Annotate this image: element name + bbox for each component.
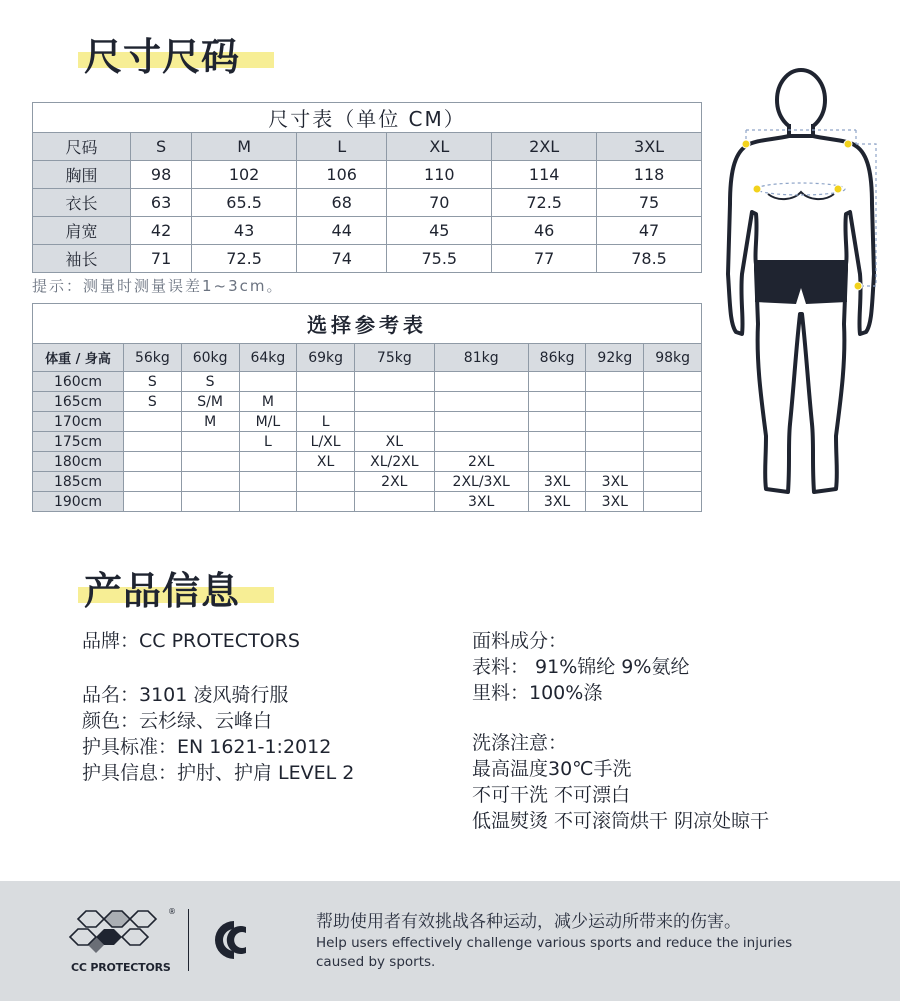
- table-cell: 47: [597, 217, 702, 245]
- measurement-note: 提示：测量时测量误差1~3cm。: [32, 277, 284, 295]
- table-cell: [181, 492, 239, 512]
- table-cell: [124, 452, 182, 472]
- lining-line: 里料：100%涤: [472, 682, 603, 704]
- table-row: [33, 432, 702, 452]
- product-name-line: 品名：3101 凌风骑行服: [82, 684, 289, 706]
- product-heading: 产品信息: [84, 569, 241, 613]
- table-cell: [355, 392, 435, 412]
- table-cell: [181, 432, 239, 452]
- registered-mark: ®: [168, 907, 176, 916]
- table-cell: [644, 392, 702, 412]
- column-header: 3XL: [597, 133, 702, 161]
- column-header: 69kg: [297, 344, 355, 372]
- table-cell: [434, 412, 528, 432]
- table-cell: M: [181, 412, 239, 432]
- table-cell: [297, 472, 355, 492]
- table-cell: [528, 392, 586, 412]
- cc-brand-icon: [210, 917, 256, 963]
- column-header: XL: [387, 133, 492, 161]
- table-cell: [355, 412, 435, 432]
- column-header: 98kg: [644, 344, 702, 372]
- outer-fabric-line: 表料： 91%锦纶 9%氨纶: [472, 656, 690, 678]
- column-header: 60kg: [181, 344, 239, 372]
- table-cell: S: [124, 392, 182, 412]
- row-label: 190cm: [33, 492, 124, 512]
- table-cell: L: [297, 412, 355, 432]
- table-row: [33, 492, 702, 512]
- column-header: 体重 / 身高: [33, 344, 124, 372]
- row-label: 胸围: [33, 161, 131, 189]
- column-header: S: [131, 133, 192, 161]
- table-cell: [297, 392, 355, 412]
- table-cell: [586, 432, 644, 452]
- table-cell: 63: [131, 189, 192, 217]
- table-cell: 75: [597, 189, 702, 217]
- table-cell: 70: [387, 189, 492, 217]
- column-header: 81kg: [434, 344, 528, 372]
- table-cell: S: [124, 372, 182, 392]
- size-table-header-row: [33, 133, 702, 161]
- reference-header-row: [33, 344, 702, 372]
- product-info-left: [82, 628, 354, 786]
- table-cell: [644, 432, 702, 452]
- row-label: 165cm: [33, 392, 124, 412]
- wash-line-1: 最高温度30℃手洗: [472, 758, 632, 780]
- wash-title: 洗涤注意：: [472, 732, 568, 754]
- table-cell: [644, 472, 702, 492]
- table-cell: [124, 472, 182, 492]
- table-cell: 2XL/3XL: [434, 472, 528, 492]
- footer-divider: [188, 909, 189, 971]
- size-heading: 尺寸尺码: [84, 35, 241, 79]
- table-cell: 65.5: [192, 189, 297, 217]
- table-cell: 77: [492, 245, 597, 273]
- table-cell: [181, 452, 239, 472]
- table-cell: [644, 372, 702, 392]
- table-cell: 118: [597, 161, 702, 189]
- table-cell: [355, 372, 435, 392]
- row-label: 180cm: [33, 452, 124, 472]
- table-cell: [528, 412, 586, 432]
- hexagon-logo-icon: [68, 907, 178, 959]
- right-chest-dot: [834, 185, 842, 193]
- table-cell: [586, 372, 644, 392]
- table-row: [33, 189, 702, 217]
- wash-line-2: 不可干洗 不可漂白: [472, 784, 631, 806]
- table-cell: XL: [297, 452, 355, 472]
- table-cell: M: [239, 392, 297, 412]
- logo-text: CC PROTECTORS: [71, 961, 171, 974]
- table-cell: [434, 432, 528, 452]
- column-header: 75kg: [355, 344, 435, 372]
- table-row: [33, 392, 702, 412]
- table-cell: 46: [492, 217, 597, 245]
- table-cell: [644, 412, 702, 432]
- table-row: [33, 412, 702, 432]
- table-cell: [124, 412, 182, 432]
- table-cell: S/M: [181, 392, 239, 412]
- table-cell: S: [181, 372, 239, 392]
- standard-line: 护具标准：EN 1621-1:2012: [82, 736, 332, 758]
- row-label: 170cm: [33, 412, 124, 432]
- row-label: 袖长: [33, 245, 131, 273]
- protector-line: 护具信息：护肘、护肩 LEVEL 2: [82, 762, 355, 784]
- table-cell: XL: [355, 432, 435, 452]
- table-cell: [297, 372, 355, 392]
- column-header: 92kg: [586, 344, 644, 372]
- reference-table: [32, 303, 702, 512]
- left-chest-dot: [753, 185, 761, 193]
- product-info-right: [472, 628, 769, 834]
- table-cell: 68: [297, 189, 387, 217]
- footer: [0, 881, 900, 1001]
- table-cell: 3XL: [528, 492, 586, 512]
- table-cell: 44: [297, 217, 387, 245]
- table-cell: [644, 452, 702, 472]
- table-row: [33, 472, 702, 492]
- size-table-title: 尺寸表（单位 CM）: [33, 103, 702, 133]
- table-cell: 106: [297, 161, 387, 189]
- table-cell: 72.5: [492, 189, 597, 217]
- table-cell: L: [239, 432, 297, 452]
- head-outline: [777, 70, 825, 130]
- table-cell: [239, 492, 297, 512]
- column-header: 86kg: [528, 344, 586, 372]
- table-cell: [181, 472, 239, 492]
- table-cell: [586, 392, 644, 412]
- table-row: [33, 161, 702, 189]
- table-cell: [586, 452, 644, 472]
- table-cell: M/L: [239, 412, 297, 432]
- table-cell: 110: [387, 161, 492, 189]
- table-cell: 3XL: [434, 492, 528, 512]
- table-cell: XL/2XL: [355, 452, 435, 472]
- table-cell: 3XL: [586, 492, 644, 512]
- right-shoulder-dot: [844, 140, 852, 148]
- table-cell: [239, 452, 297, 472]
- row-label: 衣长: [33, 189, 131, 217]
- table-cell: [355, 492, 435, 512]
- table-cell: 74: [297, 245, 387, 273]
- table-row: [33, 217, 702, 245]
- column-header: 尺码: [33, 133, 131, 161]
- column-header: 56kg: [124, 344, 182, 372]
- table-cell: [124, 432, 182, 452]
- table-cell: 114: [492, 161, 597, 189]
- reference-table-title: 选择参考表: [33, 304, 702, 344]
- table-cell: 71: [131, 245, 192, 273]
- table-cell: 72.5: [192, 245, 297, 273]
- table-cell: [124, 492, 182, 512]
- row-label: 185cm: [33, 472, 124, 492]
- table-cell: 45: [387, 217, 492, 245]
- table-cell: [528, 372, 586, 392]
- column-header: 64kg: [239, 344, 297, 372]
- column-header: L: [297, 133, 387, 161]
- table-cell: L/XL: [297, 432, 355, 452]
- footer-tagline-en: Help users effectively challenge various sports and reduce the injuries caused by sports.: [316, 935, 793, 970]
- size-table: [32, 102, 702, 273]
- table-cell: 3XL: [586, 472, 644, 492]
- footer-tagline-cn: 帮助使用者有效挑战各种运动，减少运动所带来的伤害。: [316, 912, 741, 932]
- table-cell: 42: [131, 217, 192, 245]
- fabric-title: 面料成分：: [472, 630, 568, 652]
- table-cell: 98: [131, 161, 192, 189]
- table-cell: [528, 432, 586, 452]
- left-shoulder-dot: [742, 140, 750, 148]
- table-row: [33, 452, 702, 472]
- table-row: [33, 372, 702, 392]
- wash-line-3: 低温熨烫 不可滚筒烘干 阴凉处晾干: [472, 810, 770, 832]
- table-cell: 102: [192, 161, 297, 189]
- table-cell: 78.5: [597, 245, 702, 273]
- wrist-dot: [854, 282, 862, 290]
- column-header: M: [192, 133, 297, 161]
- row-label: 肩宽: [33, 217, 131, 245]
- table-cell: [239, 372, 297, 392]
- table-cell: [239, 472, 297, 492]
- table-cell: 75.5: [387, 245, 492, 273]
- table-row: [33, 245, 702, 273]
- body-outline: [728, 136, 874, 492]
- table-cell: [644, 492, 702, 512]
- table-cell: 2XL: [355, 472, 435, 492]
- table-cell: 3XL: [528, 472, 586, 492]
- table-cell: [434, 372, 528, 392]
- row-label: 175cm: [33, 432, 124, 452]
- table-cell: 2XL: [434, 452, 528, 472]
- column-header: 2XL: [492, 133, 597, 161]
- table-cell: [297, 492, 355, 512]
- table-cell: [434, 392, 528, 412]
- table-cell: [528, 452, 586, 472]
- table-cell: 43: [192, 217, 297, 245]
- table-cell: [586, 412, 644, 432]
- body-measurement-figure: [716, 64, 886, 504]
- row-label: 160cm: [33, 372, 124, 392]
- brand-line: 品牌：CC PROTECTORS: [82, 630, 300, 652]
- color-line: 颜色：云杉绿、云峰白: [82, 710, 273, 732]
